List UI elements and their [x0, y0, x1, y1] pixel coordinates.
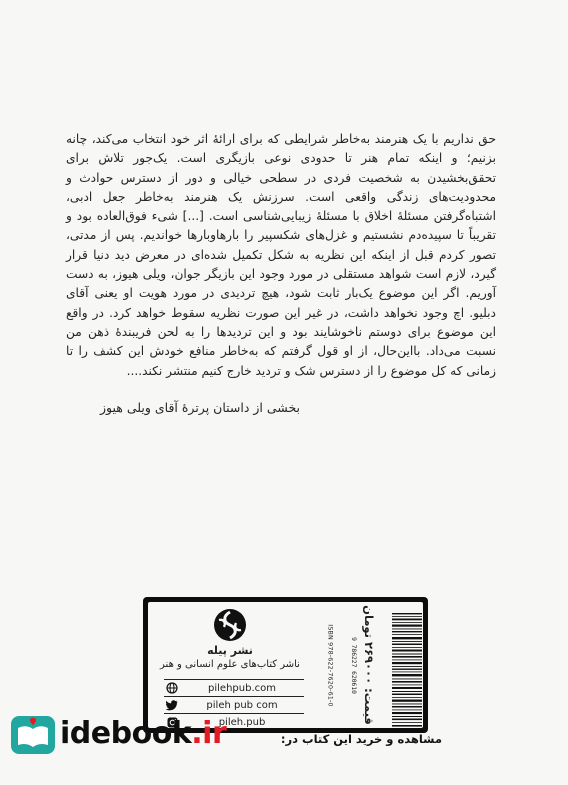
isbn-text: ISBN 978-622-7620-61-0 — [326, 623, 334, 707]
publisher-name: نشر پیله — [207, 644, 253, 657]
body-text — [66, 130, 496, 381]
pileh-logo-icon — [213, 608, 247, 642]
open-book-icon — [8, 710, 58, 758]
brand-main: idebook — [60, 716, 192, 751]
globe-icon — [164, 681, 180, 695]
idebook-logo[interactable] — [60, 710, 230, 758]
website-link[interactable]: pilehpub.com — [208, 682, 276, 694]
footer-banner — [0, 700, 568, 785]
barcode-digits: 9 786227 620610 — [349, 636, 357, 694]
brand-suffix: .ir — [191, 716, 227, 751]
website-row — [164, 679, 304, 696]
twitter-handle[interactable]: pileh pub com — [206, 699, 278, 711]
instagram-handle[interactable]: pileh.pub — [218, 716, 266, 728]
price-label: قیمت: ۲۶۹۰۰۰ تومان — [362, 605, 377, 725]
buy-cta-text: مشاهده و خرید این کتاب در: — [280, 732, 442, 746]
publisher-tagline: ناشر کتاب‌های علوم انسانی و هنر — [160, 659, 300, 670]
body-paragraph: حق نداریم با یک هنرمند به‌خاطر شرایطی که برای ارائهٔ اثر خود انتخاب می‌کند، چانه بزنیم؛ و اینکه تمام هنر تا حدودی نوعی بازیگری است. یک‌جور تلاش برای تحقق‌بخشیدن به شخصیت فردی در سطحی خیالی و دور از دسترس حوادث و محدودیت‌های زندگی واقعی است. سرزنش یک هنرمند به‌خاطر جعل ادبی، اشتباه‌گرفتن مسئلهٔ اخلاق با مسئلهٔ زیبایی‌شناسی است. [...] شیء فوق‌العاده بود و تقریباً تا سپیده‌دم نشستیم و غزل‌های شکسپیر را بارها‌وبارها خواندیم. پس از مدتی، تصور کردم قبل از اینکه این نظریه به شکل تکمیل شده‌ای در معرض دید دنیا قرار گیرد، لازم است شواهد مستقلی در مورد وجود این بازیگر جوان، ویلی هیوز، به دست آوریم. اگر این موضوع یک‌بار ثابت شود، هیچ تردیدی در مورد هویت او یعنی آقای دبلیو. اچ وجود نخواهد داشت، در غیر این صورت نظریه سقوط خواهد کرد. در واقع این موضوع برای دوستم ناخوشایند بود و این تردیدها را به لحن فریبندهٔ ذهن من نسبت می‌داد. بااین‌حال، از او قول گرفتم که به‌خاطر منافع خودش این کشف را تا زمانی که کل موضوع را از دسترس شک و تردید خارج کنیم منتشر نکند.... — [66, 132, 496, 378]
excerpt-note: بخشی از داستان پرترهٔ آقای ویلی هیوز — [99, 400, 300, 415]
